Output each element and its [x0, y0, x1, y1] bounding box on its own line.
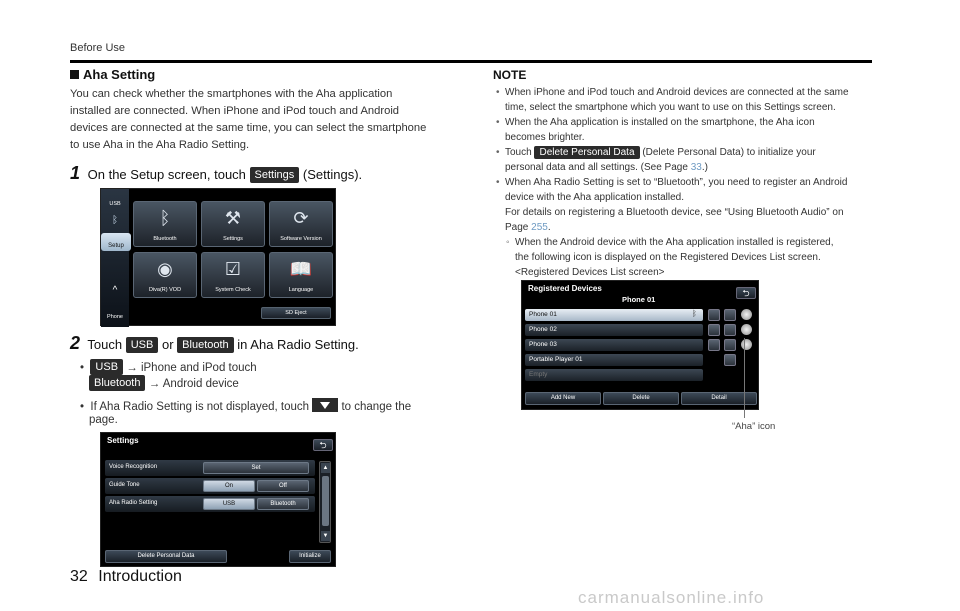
callout-line — [744, 338, 745, 418]
tile-bluetooth[interactable]: ᛒ Bluetooth — [133, 201, 197, 247]
setup-screen — [100, 188, 336, 326]
note-title: NOTE — [493, 68, 527, 82]
usb-chip: USB — [126, 337, 159, 353]
watermark: carmanualsonline.info — [578, 588, 765, 607]
aha-icon — [741, 309, 752, 320]
row-voice-recognition: Voice Recognition Set — [105, 460, 315, 476]
square-bullet-icon — [70, 70, 79, 79]
device-empty[interactable]: Empty — [525, 369, 703, 381]
section-title: Aha Setting — [70, 67, 155, 82]
header-rule — [70, 60, 872, 63]
tile-system-check[interactable]: ☑ System Check — [201, 252, 265, 298]
phone-icon — [708, 339, 720, 351]
scrollbar[interactable] — [319, 461, 331, 543]
detail-button[interactable]: Detail — [681, 392, 757, 405]
device-phone-01[interactable]: Phone 01 — [525, 309, 703, 321]
tile-diva-vod[interactable]: ◉ Diva(R) VOD — [133, 252, 197, 298]
initialize-button[interactable]: Initialize — [289, 550, 331, 563]
side-phone[interactable]: Phone — [107, 314, 123, 320]
bluetooth-chip: Bluetooth — [177, 337, 233, 353]
on-button[interactable]: On — [203, 480, 255, 492]
chapter-title: Introduction — [98, 568, 182, 585]
delete-button[interactable]: Delete — [603, 392, 679, 405]
bullet-usb: • USB → iPhone and iPod touch — [80, 361, 257, 374]
page-down-icon — [312, 398, 338, 412]
note-item: • Touch Delete Personal Data (Delete Personal Data) to initialize your personal data and all settings. (See Page 33.) — [493, 145, 873, 175]
bullet-bluetooth: Bluetooth → Android device — [89, 375, 239, 391]
page-footer — [70, 568, 182, 586]
bullet-page-change-cont: page. — [89, 414, 118, 426]
book-icon: 📖 — [289, 259, 313, 279]
bluetooth-button[interactable]: Bluetooth — [257, 498, 309, 510]
tile-settings[interactable]: ⚒ Settings — [201, 201, 265, 247]
aha-icon — [741, 324, 752, 335]
note-item: • When Aha Radio Setting is set to “Bluetooth”, you need to register an Android device with the Aha application installed. For details on registering a Bluetooth device, see “Using Bluetooth Audio” on Page 255. — [493, 175, 873, 235]
delete-personal-data-button[interactable]: Delete Personal Data — [105, 550, 227, 563]
checklist-icon: ☑ — [224, 259, 242, 279]
screen-title: Settings — [107, 436, 139, 445]
bluetooth-icon: ᛒ — [112, 215, 118, 226]
registered-devices-screen — [521, 280, 759, 410]
note-list — [493, 85, 873, 280]
note-subitem: ◦ When the Android device with the Aha application installed is registered, the following icon is displayed on the Registered Devices List screen. <Registered Devices List screen> — [493, 235, 873, 280]
bluetooth-icon: ᛒ — [159, 208, 171, 228]
sd-eject-button[interactable]: SD Eject — [261, 307, 331, 319]
page-link[interactable]: 33 — [690, 162, 702, 173]
settings-screen — [100, 432, 336, 567]
device-phone-02[interactable]: Phone 02 — [525, 324, 703, 336]
phone-icon — [708, 309, 720, 321]
scroll-down-icon[interactable]: ▼ — [322, 533, 329, 539]
disc-icon: ◉ — [157, 259, 173, 279]
aha-icon-callout: “Aha” icon — [732, 421, 776, 432]
bullet-page-change: • If Aha Radio Setting is not displayed, touch to change the — [80, 398, 411, 413]
note-item: • When the Aha application is installed on the smartphone, the Aha icon becomes brighter. — [493, 115, 873, 145]
step-2: 2 Touch USB or Bluetooth in Aha Radio Setting. — [70, 333, 359, 353]
bluetooth-icon: ᛒ — [692, 309, 697, 318]
scroll-thumb[interactable] — [322, 476, 329, 526]
side-setup[interactable]: Setup — [101, 233, 131, 251]
settings-chip: Settings — [250, 167, 300, 183]
device-phone-03[interactable]: Phone 03 — [525, 339, 703, 351]
running-header: Before Use — [70, 42, 126, 54]
usb-chip: USB — [90, 359, 123, 375]
row-guide-tone: Guide Tone On Off — [105, 478, 315, 494]
note-item: • When iPhone and iPod touch and Android devices are connected at the same time, select the smartphone which you want to use on this Settings screen. — [493, 85, 873, 115]
row-aha-radio-setting: Aha Radio Setting USB Bluetooth — [105, 496, 315, 512]
back-button[interactable]: ⮌ — [313, 439, 333, 451]
back-button[interactable]: ⮌ — [736, 287, 756, 299]
screen-title: Registered Devices — [528, 284, 602, 293]
side-bar — [101, 189, 129, 327]
page-number: 32 — [70, 568, 88, 585]
scroll-up-icon[interactable]: ▲ — [322, 465, 329, 471]
device-portable-player-01[interactable]: Portable Player 01 — [525, 354, 703, 366]
off-button[interactable]: Off — [257, 480, 309, 492]
tile-software-version[interactable]: ⟳ Software Version — [269, 201, 333, 247]
wrench-icon: ⚒ — [224, 208, 242, 228]
music-icon — [724, 339, 736, 351]
aha-icon — [741, 339, 752, 350]
add-new-button[interactable]: Add New — [525, 392, 601, 405]
tile-language[interactable]: 📖 Language — [269, 252, 333, 298]
intro-paragraph: You can check whether the smartphones with the Aha application installed are connected. When iPhone and iPod touch and Android devices are connected at the same time, you can select the smartphone to use Aha in the Aha Radio Setting. — [70, 88, 427, 151]
set-button[interactable]: Set — [203, 462, 309, 474]
refresh-icon: ⟳ — [293, 208, 309, 228]
step-1: 1 On the Setup screen, touch Settings (Settings). — [70, 163, 363, 183]
chevron-up-icon[interactable]: ^ — [112, 285, 118, 296]
delete-personal-data-chip: Delete Personal Data — [534, 146, 639, 159]
bluetooth-chip: Bluetooth — [89, 375, 145, 391]
side-usb[interactable]: USB — [109, 201, 121, 207]
music-icon — [724, 324, 736, 336]
music-icon — [724, 354, 736, 366]
screen-subtitle: Phone 01 — [622, 295, 656, 304]
page-link[interactable]: 255 — [531, 222, 548, 233]
usb-button[interactable]: USB — [203, 498, 255, 510]
music-icon — [724, 309, 736, 321]
phone-icon — [708, 324, 720, 336]
